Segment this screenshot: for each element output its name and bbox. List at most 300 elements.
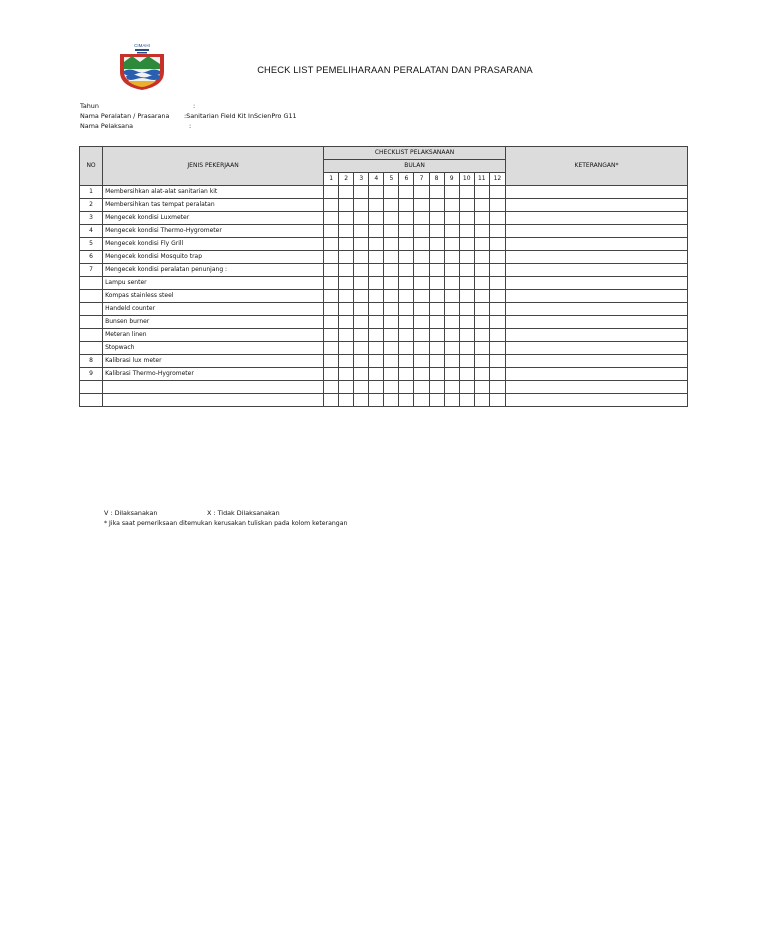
notes-cell[interactable]	[506, 251, 688, 264]
month-5-check-cell[interactable]	[384, 264, 399, 277]
month-9-check-cell[interactable]	[444, 355, 459, 368]
month-7-check-cell[interactable]	[414, 238, 429, 251]
month-2-check-cell[interactable]	[339, 225, 354, 238]
month-5-check-cell[interactable]	[384, 316, 399, 329]
month-10-check-cell[interactable]	[459, 225, 474, 238]
checklist-table	[79, 146, 688, 407]
month-4-check-cell[interactable]	[369, 225, 384, 238]
table-row	[80, 212, 688, 225]
notes-cell[interactable]	[506, 381, 688, 394]
month-9-header: 9	[444, 173, 459, 186]
month-1-check-cell[interactable]	[324, 368, 339, 381]
month-10-check-cell[interactable]	[459, 238, 474, 251]
month-3-check-cell[interactable]	[354, 381, 369, 394]
month-10-header: 10	[459, 173, 474, 186]
row-number	[80, 277, 103, 290]
month-7-check-cell[interactable]	[414, 355, 429, 368]
notes-cell[interactable]	[506, 199, 688, 212]
month-2-header: 2	[339, 173, 354, 186]
page-title: CHECK LIST PEMELIHARAAN PERALATAN DAN PRASARANA	[257, 64, 533, 75]
row-job	[103, 394, 324, 407]
month-3-check-cell[interactable]	[354, 186, 369, 199]
month-7-check-cell[interactable]	[414, 290, 429, 303]
month-6-check-cell[interactable]	[399, 186, 414, 199]
month-3-check-cell[interactable]	[354, 225, 369, 238]
month-4-check-cell[interactable]	[369, 277, 384, 290]
month-5-check-cell[interactable]	[384, 225, 399, 238]
month-3-header: 3	[354, 173, 369, 186]
month-1-check-cell[interactable]	[324, 316, 339, 329]
month-11-header: 11	[474, 173, 489, 186]
month-11-check-cell[interactable]	[474, 212, 489, 225]
month-9-check-cell[interactable]	[444, 368, 459, 381]
month-3-check-cell[interactable]	[354, 303, 369, 316]
month-4-header: 4	[369, 173, 384, 186]
month-6-check-cell[interactable]	[399, 238, 414, 251]
month-2-check-cell[interactable]	[339, 212, 354, 225]
month-6-check-cell[interactable]	[399, 368, 414, 381]
month-3-check-cell[interactable]	[354, 290, 369, 303]
month-5-check-cell[interactable]	[384, 381, 399, 394]
month-3-check-cell[interactable]	[354, 251, 369, 264]
month-7-check-cell[interactable]	[414, 212, 429, 225]
month-2-check-cell[interactable]	[339, 381, 354, 394]
month-1-check-cell[interactable]	[324, 264, 339, 277]
month-10-check-cell[interactable]	[459, 186, 474, 199]
month-8-check-cell[interactable]	[429, 212, 444, 225]
table-row	[80, 290, 688, 303]
month-9-check-cell[interactable]	[444, 186, 459, 199]
month-9-check-cell[interactable]	[444, 277, 459, 290]
meta-equipment-value: :Sanitarian Field Kit InScienPro G11	[184, 112, 297, 120]
month-12-header: 12	[489, 173, 505, 186]
month-10-check-cell[interactable]	[459, 342, 474, 355]
row-job: Mengecek kondisi peralatan penunjang :	[103, 264, 324, 277]
row-number	[80, 381, 103, 394]
month-6-check-cell[interactable]	[399, 316, 414, 329]
month-12-check-cell[interactable]	[489, 303, 505, 316]
month-7-check-cell[interactable]	[414, 264, 429, 277]
notes-cell[interactable]	[506, 303, 688, 316]
table-row	[80, 225, 688, 238]
month-9-check-cell[interactable]	[444, 342, 459, 355]
month-8-check-cell[interactable]	[429, 368, 444, 381]
month-7-check-cell[interactable]	[414, 381, 429, 394]
month-9-check-cell[interactable]	[444, 394, 459, 407]
notes-cell[interactable]	[506, 355, 688, 368]
legend-not-done: X : Tidak Dilaksanakan	[207, 509, 280, 517]
month-2-check-cell[interactable]	[339, 355, 354, 368]
month-1-check-cell[interactable]	[324, 225, 339, 238]
month-6-check-cell[interactable]	[399, 381, 414, 394]
month-8-check-cell[interactable]	[429, 329, 444, 342]
month-8-check-cell[interactable]	[429, 290, 444, 303]
table-row	[80, 303, 688, 316]
col-checklist-header: CHECKLIST PELAKSANAAN	[324, 147, 506, 160]
month-10-check-cell[interactable]	[459, 316, 474, 329]
month-3-check-cell[interactable]	[354, 342, 369, 355]
month-8-check-cell[interactable]	[429, 394, 444, 407]
notes-cell[interactable]	[506, 316, 688, 329]
month-5-check-cell[interactable]	[384, 394, 399, 407]
row-number: 7	[80, 264, 103, 277]
table-row	[80, 368, 688, 381]
month-4-check-cell[interactable]	[369, 368, 384, 381]
row-job: Mengecek kondisi Mosquito trap	[103, 251, 324, 264]
meta-year-value: :	[193, 102, 196, 110]
month-12-check-cell[interactable]	[489, 368, 505, 381]
month-5-check-cell[interactable]	[384, 355, 399, 368]
month-4-check-cell[interactable]	[369, 199, 384, 212]
month-3-check-cell[interactable]	[354, 329, 369, 342]
month-8-check-cell[interactable]	[429, 355, 444, 368]
month-12-check-cell[interactable]	[489, 186, 505, 199]
table-row	[80, 355, 688, 368]
month-2-check-cell[interactable]	[339, 199, 354, 212]
month-4-check-cell[interactable]	[369, 238, 384, 251]
row-job: Mengecek kondisi Thermo-Hygrometer	[103, 225, 324, 238]
month-5-check-cell[interactable]	[384, 199, 399, 212]
month-10-check-cell[interactable]	[459, 199, 474, 212]
month-11-check-cell[interactable]	[474, 238, 489, 251]
month-3-check-cell[interactable]	[354, 238, 369, 251]
month-5-check-cell[interactable]	[384, 290, 399, 303]
legend	[104, 508, 280, 518]
meta-executor-label: Nama Pelaksana	[80, 122, 134, 130]
month-8-header: 8	[429, 173, 444, 186]
month-1-check-cell[interactable]	[324, 199, 339, 212]
month-12-check-cell[interactable]	[489, 251, 505, 264]
month-9-check-cell[interactable]	[444, 225, 459, 238]
month-1-check-cell[interactable]	[324, 238, 339, 251]
month-5-check-cell[interactable]	[384, 303, 399, 316]
month-1-check-cell[interactable]	[324, 329, 339, 342]
footnote: * Jika saat pemeriksaan ditemukan kerusakan tuliskan pada kolom keterangan	[104, 520, 348, 527]
month-9-check-cell[interactable]	[444, 381, 459, 394]
col-job-header: JENIS PEKERJAAN	[103, 147, 324, 186]
month-6-check-cell[interactable]	[399, 251, 414, 264]
col-month-header: BULAN	[324, 160, 506, 173]
row-number: 2	[80, 199, 103, 212]
month-11-check-cell[interactable]	[474, 251, 489, 264]
month-11-check-cell[interactable]	[474, 381, 489, 394]
month-10-check-cell[interactable]	[459, 381, 474, 394]
col-no-header: NO	[80, 147, 103, 186]
month-6-check-cell[interactable]	[399, 225, 414, 238]
row-job: Stopwach	[103, 342, 324, 355]
row-number	[80, 394, 103, 407]
month-9-check-cell[interactable]	[444, 264, 459, 277]
notes-cell[interactable]	[506, 290, 688, 303]
month-4-check-cell[interactable]	[369, 394, 384, 407]
month-8-check-cell[interactable]	[429, 251, 444, 264]
notes-cell[interactable]	[506, 264, 688, 277]
month-1-check-cell[interactable]	[324, 277, 339, 290]
table-row	[80, 394, 688, 407]
month-2-check-cell[interactable]	[339, 316, 354, 329]
row-number: 9	[80, 368, 103, 381]
month-10-check-cell[interactable]	[459, 290, 474, 303]
row-number: 5	[80, 238, 103, 251]
month-1-check-cell[interactable]	[324, 303, 339, 316]
month-2-check-cell[interactable]	[339, 277, 354, 290]
month-10-check-cell[interactable]	[459, 251, 474, 264]
month-2-check-cell[interactable]	[339, 186, 354, 199]
month-7-check-cell[interactable]	[414, 342, 429, 355]
month-7-check-cell[interactable]	[414, 186, 429, 199]
checklist-rows	[80, 186, 688, 407]
month-7-check-cell[interactable]	[414, 251, 429, 264]
month-12-check-cell[interactable]	[489, 381, 505, 394]
month-4-check-cell[interactable]	[369, 329, 384, 342]
month-11-check-cell[interactable]	[474, 186, 489, 199]
month-8-check-cell[interactable]	[429, 277, 444, 290]
month-8-check-cell[interactable]	[429, 303, 444, 316]
month-12-check-cell[interactable]	[489, 290, 505, 303]
notes-cell[interactable]	[506, 277, 688, 290]
month-7-check-cell[interactable]	[414, 199, 429, 212]
month-3-check-cell[interactable]	[354, 277, 369, 290]
notes-cell[interactable]	[506, 186, 688, 199]
table-row	[80, 186, 688, 199]
month-8-check-cell[interactable]	[429, 199, 444, 212]
month-9-check-cell[interactable]	[444, 199, 459, 212]
month-12-check-cell[interactable]	[489, 212, 505, 225]
month-12-check-cell[interactable]	[489, 394, 505, 407]
month-9-check-cell[interactable]	[444, 329, 459, 342]
month-2-check-cell[interactable]	[339, 368, 354, 381]
month-11-check-cell[interactable]	[474, 264, 489, 277]
month-11-check-cell[interactable]	[474, 303, 489, 316]
month-10-check-cell[interactable]	[459, 212, 474, 225]
meta-year-label: Tahun	[80, 102, 99, 110]
month-10-check-cell[interactable]	[459, 277, 474, 290]
month-8-check-cell[interactable]	[429, 186, 444, 199]
month-4-check-cell[interactable]	[369, 316, 384, 329]
month-11-check-cell[interactable]	[474, 277, 489, 290]
month-1-check-cell[interactable]	[324, 355, 339, 368]
table-row	[80, 381, 688, 394]
row-job: Membersihkan tas tempat peralatan	[103, 199, 324, 212]
month-10-check-cell[interactable]	[459, 394, 474, 407]
month-8-check-cell[interactable]	[429, 381, 444, 394]
month-2-check-cell[interactable]	[339, 342, 354, 355]
month-1-check-cell[interactable]	[324, 381, 339, 394]
table-row	[80, 342, 688, 355]
row-number: 4	[80, 225, 103, 238]
month-11-check-cell[interactable]	[474, 342, 489, 355]
month-12-check-cell[interactable]	[489, 277, 505, 290]
month-5-check-cell[interactable]	[384, 186, 399, 199]
month-10-check-cell[interactable]	[459, 303, 474, 316]
month-11-check-cell[interactable]	[474, 199, 489, 212]
row-number	[80, 329, 103, 342]
month-4-check-cell[interactable]	[369, 251, 384, 264]
row-job: Handeld counter	[103, 303, 324, 316]
month-12-check-cell[interactable]	[489, 355, 505, 368]
month-10-check-cell[interactable]	[459, 355, 474, 368]
legend-done: V : Dilaksanakan	[104, 509, 158, 517]
notes-cell[interactable]	[506, 394, 688, 407]
month-10-check-cell[interactable]	[459, 368, 474, 381]
month-5-check-cell[interactable]	[384, 212, 399, 225]
month-12-check-cell[interactable]	[489, 199, 505, 212]
row-number: 8	[80, 355, 103, 368]
month-2-check-cell[interactable]	[339, 238, 354, 251]
month-5-check-cell[interactable]	[384, 238, 399, 251]
month-2-check-cell[interactable]	[339, 264, 354, 277]
month-9-check-cell[interactable]	[444, 316, 459, 329]
month-6-check-cell[interactable]	[399, 355, 414, 368]
month-1-check-cell[interactable]	[324, 290, 339, 303]
month-9-check-cell[interactable]	[444, 238, 459, 251]
table-row	[80, 238, 688, 251]
notes-cell[interactable]	[506, 238, 688, 251]
month-11-check-cell[interactable]	[474, 225, 489, 238]
month-9-check-cell[interactable]	[444, 303, 459, 316]
month-12-check-cell[interactable]	[489, 342, 505, 355]
month-3-check-cell[interactable]	[354, 264, 369, 277]
logo-text: CIMAHI	[134, 43, 150, 48]
month-3-check-cell[interactable]	[354, 368, 369, 381]
month-5-check-cell[interactable]	[384, 251, 399, 264]
month-5-header: 5	[384, 173, 399, 186]
row-number	[80, 342, 103, 355]
month-8-check-cell[interactable]	[429, 225, 444, 238]
month-4-check-cell[interactable]	[369, 355, 384, 368]
month-11-check-cell[interactable]	[474, 355, 489, 368]
month-9-check-cell[interactable]	[444, 251, 459, 264]
month-7-check-cell[interactable]	[414, 303, 429, 316]
row-job	[103, 381, 324, 394]
month-6-check-cell[interactable]	[399, 303, 414, 316]
month-2-check-cell[interactable]	[339, 303, 354, 316]
month-4-check-cell[interactable]	[369, 342, 384, 355]
month-12-check-cell[interactable]	[489, 264, 505, 277]
month-1-check-cell[interactable]	[324, 342, 339, 355]
month-1-check-cell[interactable]	[324, 186, 339, 199]
month-2-check-cell[interactable]	[339, 251, 354, 264]
notes-cell[interactable]	[506, 212, 688, 225]
month-2-check-cell[interactable]	[339, 329, 354, 342]
month-6-check-cell[interactable]	[399, 329, 414, 342]
month-7-check-cell[interactable]	[414, 225, 429, 238]
month-5-check-cell[interactable]	[384, 368, 399, 381]
row-number: 1	[80, 186, 103, 199]
month-12-check-cell[interactable]	[489, 329, 505, 342]
table-row	[80, 316, 688, 329]
month-5-check-cell[interactable]	[384, 277, 399, 290]
month-4-check-cell[interactable]	[369, 264, 384, 277]
month-6-check-cell[interactable]	[399, 264, 414, 277]
month-9-check-cell[interactable]	[444, 290, 459, 303]
month-5-check-cell[interactable]	[384, 342, 399, 355]
month-1-check-cell[interactable]	[324, 212, 339, 225]
notes-cell[interactable]	[506, 342, 688, 355]
month-12-check-cell[interactable]	[489, 238, 505, 251]
month-11-check-cell[interactable]	[474, 394, 489, 407]
month-3-check-cell[interactable]	[354, 355, 369, 368]
month-4-check-cell[interactable]	[369, 303, 384, 316]
month-3-check-cell[interactable]	[354, 212, 369, 225]
col-notes-header: KETERANGAN*	[506, 147, 688, 186]
month-6-check-cell[interactable]	[399, 277, 414, 290]
month-6-check-cell[interactable]	[399, 212, 414, 225]
month-8-check-cell[interactable]	[429, 264, 444, 277]
table-row	[80, 264, 688, 277]
month-10-check-cell[interactable]	[459, 329, 474, 342]
notes-cell[interactable]	[506, 329, 688, 342]
month-12-check-cell[interactable]	[489, 316, 505, 329]
month-4-check-cell[interactable]	[369, 381, 384, 394]
month-1-check-cell[interactable]	[324, 251, 339, 264]
row-job: Kalibrasi lux meter	[103, 355, 324, 368]
month-7-check-cell[interactable]	[414, 316, 429, 329]
month-11-check-cell[interactable]	[474, 316, 489, 329]
month-8-check-cell[interactable]	[429, 238, 444, 251]
row-job: Lampu senter	[103, 277, 324, 290]
row-number	[80, 316, 103, 329]
month-9-check-cell[interactable]	[444, 212, 459, 225]
month-8-check-cell[interactable]	[429, 342, 444, 355]
row-job: Meteran linen	[103, 329, 324, 342]
month-7-check-cell[interactable]	[414, 277, 429, 290]
month-1-check-cell[interactable]	[324, 394, 339, 407]
month-6-header: 6	[399, 173, 414, 186]
month-11-check-cell[interactable]	[474, 329, 489, 342]
month-3-check-cell[interactable]	[354, 199, 369, 212]
table-row	[80, 277, 688, 290]
month-10-check-cell[interactable]	[459, 264, 474, 277]
month-2-check-cell[interactable]	[339, 394, 354, 407]
row-number: 3	[80, 212, 103, 225]
month-11-check-cell[interactable]	[474, 290, 489, 303]
month-6-check-cell[interactable]	[399, 290, 414, 303]
row-number	[80, 290, 103, 303]
table-row	[80, 199, 688, 212]
row-job: Kalibrasi Thermo-Hygrometer	[103, 368, 324, 381]
month-4-check-cell[interactable]	[369, 212, 384, 225]
month-12-check-cell[interactable]	[489, 225, 505, 238]
row-job: Mengecek kondisi Fly Grill	[103, 238, 324, 251]
row-number: 6	[80, 251, 103, 264]
month-1-header: 1	[324, 173, 339, 186]
month-6-check-cell[interactable]	[399, 342, 414, 355]
month-11-check-cell[interactable]	[474, 368, 489, 381]
month-6-check-cell[interactable]	[399, 199, 414, 212]
month-7-check-cell[interactable]	[414, 394, 429, 407]
month-4-check-cell[interactable]	[369, 186, 384, 199]
meta-executor-value: :	[189, 122, 192, 130]
row-job: Mengecek kondisi Luxmeter	[103, 212, 324, 225]
month-3-check-cell[interactable]	[354, 394, 369, 407]
month-3-check-cell[interactable]	[354, 316, 369, 329]
month-8-check-cell[interactable]	[429, 316, 444, 329]
month-2-check-cell[interactable]	[339, 290, 354, 303]
month-7-check-cell[interactable]	[414, 368, 429, 381]
table-row	[80, 329, 688, 342]
notes-cell[interactable]	[506, 225, 688, 238]
month-7-check-cell[interactable]	[414, 329, 429, 342]
month-4-check-cell[interactable]	[369, 290, 384, 303]
notes-cell[interactable]	[506, 368, 688, 381]
meta-equipment-label: Nama Peralatan / Prasarana	[80, 112, 170, 120]
row-number	[80, 303, 103, 316]
month-6-check-cell[interactable]	[399, 394, 414, 407]
city-emblem-logo	[114, 42, 170, 92]
row-job: Kompas stainless steel	[103, 290, 324, 303]
month-5-check-cell[interactable]	[384, 329, 399, 342]
